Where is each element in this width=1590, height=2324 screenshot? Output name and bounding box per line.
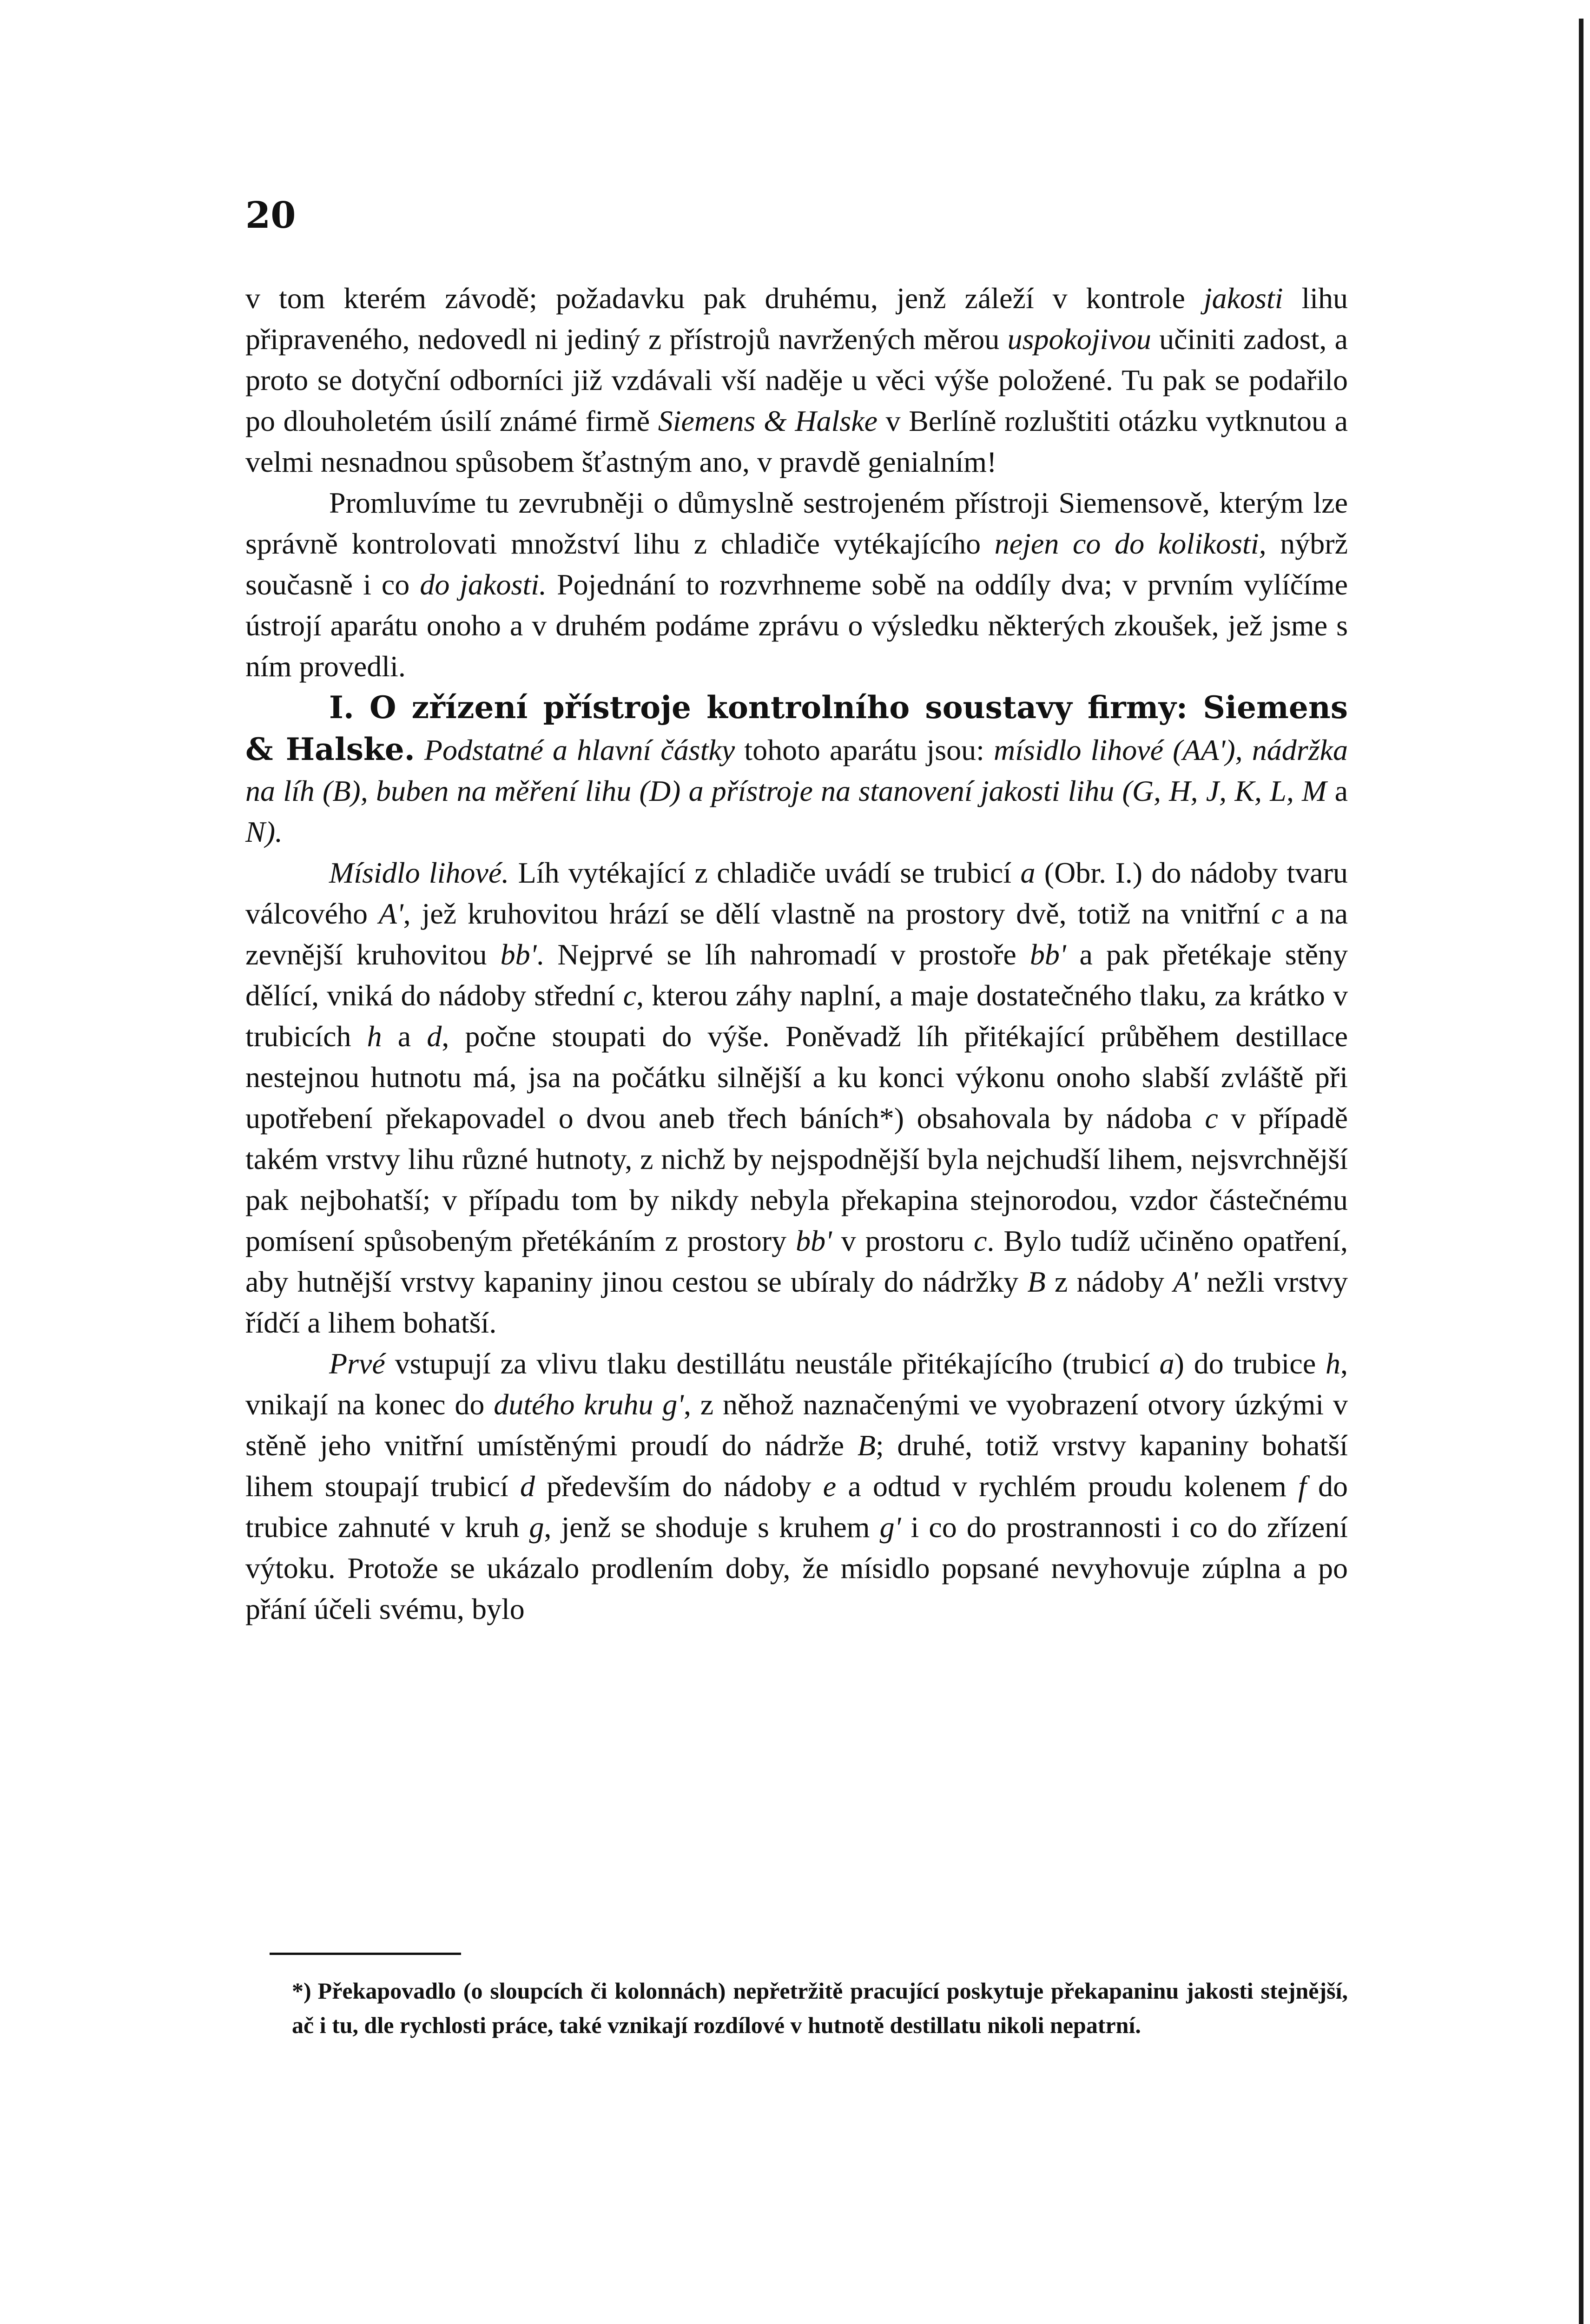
italic-run: Mísidlo lihové.	[329, 856, 509, 889]
text-run: vstupují za vlivu tlaku destillátu neustále přitékajícího (trubicí	[385, 1347, 1160, 1380]
italic-run: bb'	[500, 938, 537, 971]
text-run: lihu připraveného, nedovedl ni jediný z přístrojů navržených měrou	[245, 282, 1348, 356]
text-run: a odtud v rychlém proudu kolenem	[836, 1470, 1299, 1503]
italic-run: c	[1271, 897, 1285, 930]
italic-run: dutého kruhu g'	[494, 1388, 684, 1421]
italic-run: B	[857, 1429, 876, 1462]
italic-run: A'	[1173, 1265, 1198, 1298]
italic-run: c	[974, 1224, 987, 1257]
text-run: . Bylo tudíž učiněno opatření, aby hutnější vrstvy kapaniny jinou cestou se ubíraly do nádržky	[245, 1224, 1348, 1298]
text-run: , z něhož naznačenými ve vyobrazení otvory úzkými v stěně jeho vnitřní umístěnými proudí do nádrže	[245, 1388, 1348, 1462]
footnote-divider	[270, 1953, 461, 1955]
text-run: tohoto aparátu jsou:	[735, 733, 994, 766]
page-number: 20	[245, 194, 296, 237]
text-run: a pak přetékaje stěny dělící, vniká do nádoby střední	[245, 938, 1348, 1012]
text-run: . Nejprvé se líh nahromadí v prostoře	[536, 938, 1030, 971]
italic-run: g'	[879, 1511, 901, 1544]
italic-run: a	[1159, 1347, 1174, 1380]
italic-run: d	[427, 1020, 442, 1053]
italic-run: do jakosti.	[420, 568, 547, 601]
footnote	[292, 1974, 1348, 2042]
text-run: nežli vrstvy řídčí a lihem bohatší.	[245, 1265, 1348, 1339]
text-run: ) do trubice	[1174, 1347, 1326, 1380]
italic-run: bb'	[1029, 938, 1066, 971]
text-run: z nádoby	[1045, 1265, 1174, 1298]
italic-run: h	[1326, 1347, 1341, 1380]
text-run: nýbrž současně i co	[245, 527, 1348, 601]
text-run: v Berlíně rozluštiti otázku vytknutou a velmi nesnadnou spůsobem šťastným ano, v pravdě genialním!	[245, 404, 1348, 478]
body-text	[245, 278, 1348, 1630]
text-run: v tom kterém závodě; požadavku pak druhému, jenž záleží v kontrole	[245, 282, 1204, 315]
text-run: a	[382, 1020, 427, 1053]
text-run: i co do prostrannosti i co do zřízení výtoku. Protože se ukázalo prodlením doby, že mísidlo popsané nevyhovuje zúplna a po přání účeli svému, bylo	[245, 1511, 1348, 1625]
italic-run: A'	[378, 897, 403, 930]
italic-run: a	[1020, 856, 1036, 889]
italic-run: Podstatné a hlavní částky	[424, 733, 735, 766]
paragraph-1	[245, 278, 1348, 482]
italic-run: nejen co do kolikosti,	[994, 527, 1267, 560]
italic-run: bb'	[796, 1224, 832, 1257]
paragraph-2	[245, 482, 1348, 687]
italic-run: N).	[245, 815, 283, 848]
text-run: v prostoru	[831, 1224, 974, 1257]
text-run: a na zevnější kruhovitou	[245, 897, 1348, 971]
italic-run: d	[520, 1470, 535, 1503]
text-run: , vnikají na konec do	[245, 1347, 1348, 1421]
footnote-paragraph	[292, 1974, 1348, 2042]
italic-run: f	[1298, 1470, 1306, 1503]
italic-run: Prvé	[329, 1347, 385, 1380]
paragraph-3-section-heading	[245, 687, 1348, 852]
italic-run: e	[823, 1470, 837, 1503]
text-run: v případě takém vrstvy lihu různé hutnoty, z nichž by nejspodnější byla nejchudší lihem, nejsvrchnější pak nejbohatší; v případu tom by nikdy nebyla překapina stejnorodou, vzdor částečnému pomísení spůsobeným přetékáním z prostory	[245, 1102, 1348, 1257]
text-run: Pojednání to rozvrhneme sobě na oddíly dva; v prvním vylíčíme ústrojí aparátu onoho a v druhém podáme zprávu o výsledku některých zkoušek, jež jsme s ním provedli.	[245, 568, 1348, 683]
section-heading: I. O zřízení přístroje kontrolního soustavy firmy: Siemens & Halske.	[245, 689, 1348, 767]
text-run: Promluvíme tu zevrubněji o důmyslně sestrojeném přístroji Siemensově, kterým lze správně kontrolovati množství lihu z chladiče vytékajícího	[245, 486, 1348, 560]
text-run: , jež kruhovitou hrází se dělí vlastně na prostory dvě, totiž na vnitřní	[403, 897, 1272, 930]
page-edge-line	[1579, 19, 1583, 2324]
text-run: Líh vytékající z chladiče uvádí se trubicí	[509, 856, 1021, 889]
text-run: (Obr. I.) do nádoby tvaru válcového	[245, 856, 1348, 930]
italic-run: jakosti	[1203, 282, 1283, 315]
italic-run: uspokojivou	[1007, 323, 1151, 356]
paragraph-4	[245, 852, 1348, 1343]
text-run: , jenž se shoduje s kruhem	[544, 1511, 880, 1544]
italic-run: h	[367, 1020, 382, 1053]
footnote-text: Překapovadlo (o sloupcích či kolonnách) nepřetržitě pracující poskytuje překapaninu jakosti stejnější, ač i tu, dle rychlosti práce, také vznikají rozdílové v hutnotě destillatu nikoli nepatrní.	[292, 1978, 1348, 2038]
paragraph-5	[245, 1343, 1348, 1630]
text-run: především do nádoby	[535, 1470, 823, 1503]
text-run: ; druhé, totiž vrstvy kapaniny bohatší lihem stoupají trubicí	[245, 1429, 1348, 1503]
footnote-mark: *)	[292, 1978, 311, 2004]
italic-run: B	[1027, 1265, 1046, 1298]
italic-run: Siemens & Halske	[658, 404, 878, 437]
italic-run: c	[1205, 1102, 1218, 1135]
italic-run: c	[623, 979, 637, 1012]
text-run: , kterou záhy naplní, a maje dostatečného tlaku, za krátko v trubicích	[245, 979, 1348, 1053]
text-run: a	[1326, 774, 1348, 807]
text-run: do trubice zahnuté v kruh	[245, 1470, 1348, 1544]
italic-run: mísidlo lihové (AA'), nádržka na líh (B), buben na měření lihu (D) a přístroje na stanovení jakosti lihu (G, H, J, K, L, M	[245, 733, 1348, 807]
text-run: učiniti zadost, a proto se dotyční odborníci již vzdávali vší naděje u věci výše položené. Tu pak se podařilo po dlouholetém úsilí známé firmě	[245, 323, 1348, 437]
italic-run: g	[529, 1511, 544, 1544]
text-run: , počne stoupati do výše. Poněvadž líh přitékající průběhem destillace nestejnou hutnotu má, jsa na počátku silnější a ku konci výkonu onoho slabší zvláště při upotřebení překapovadel o dvou aneb třech báních*) obsahovala by nádoba	[245, 1020, 1348, 1135]
